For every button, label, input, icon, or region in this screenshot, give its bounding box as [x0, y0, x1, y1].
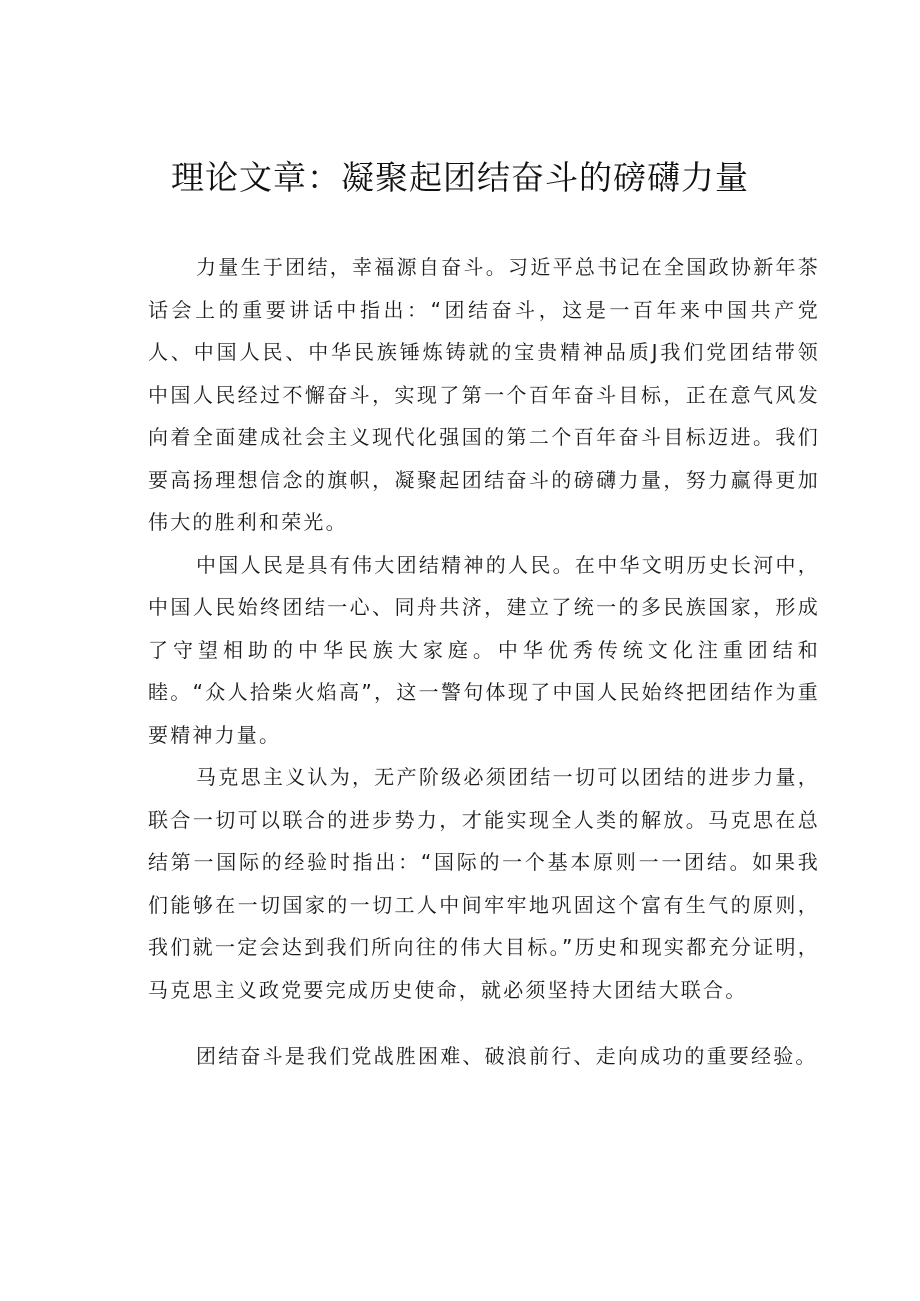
document-title: 理论文章：凝聚起团结奋斗的磅礴力量	[171, 158, 749, 197]
article-body	[148, 246, 820, 1078]
paragraph-3: 马克思主义认为，无产阶级必须团结一切可以团结的进步力量，联合一切可以联合的进步势力，才能实现全人类的解放。马克思在总结第一国际的经验时指出：“国际的一个基本原则一一团结。如果我们能够在一切国家的一切工人中间牢牢地巩固这个富有生气的原则，我们就一定会达到我们所向往的伟大目标。”历史和现实都充分证明，马克思主义政党要完成历史使命，就必须坚持大团结大联合。	[148, 765, 820, 1002]
paragraph-2: 中国人民是具有伟大团结精神的人民。在中华文明历史长河中，中国人民始终团结一心、同舟共济，建立了统一的多民族国家，形成了守望相助的中华民族大家庭。中华优秀传统文化注重团结和睦。“众人拾柴火焰高”，这一警句体现了中国人民始终把团结作为重要精神力量。	[148, 552, 820, 747]
paragraph-1: 力量生于团结，幸福源自奋斗。习近平总书记在全国政协新年茶话会上的重要讲话中指出：“团结奋斗，这是一百年来中国共产党人、中国人民、中华民族锤炼铸就的宝贵精神品质J我们党团结带领中国人民经过不懈奋斗，实现了第一个百年奋斗目标，正在意气风发向着全面建成社会主义现代化强国的第二个百年奋斗目标迈进。我们要高扬理想信念的旗帜，凝聚起团结奋斗的磅礴力量，努力赢得更加伟大的胜利和荣光。	[148, 255, 820, 534]
paragraph-4: 团结奋斗是我们党战胜困难、破浪前行、走向成功的重要经验。	[196, 1044, 818, 1068]
